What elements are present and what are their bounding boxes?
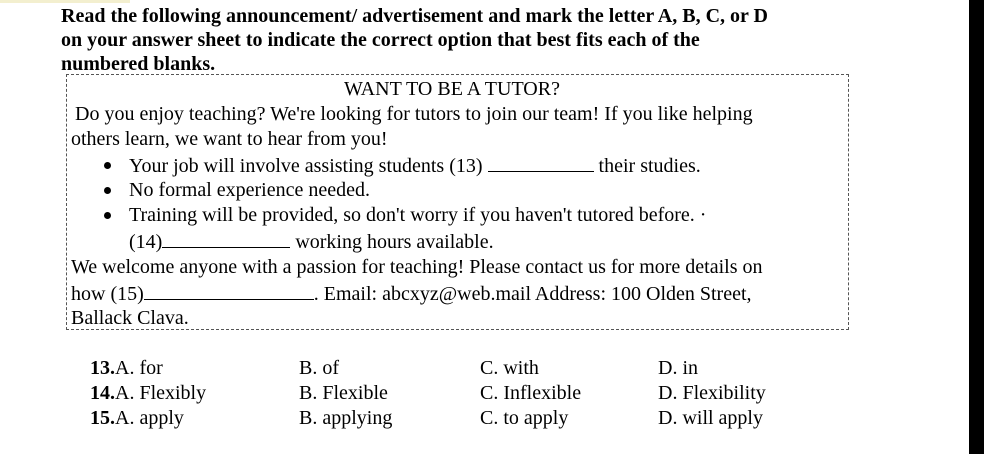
question-13: [90, 356, 163, 380]
instructions-line-3: numbered blanks.: [61, 53, 216, 75]
question-15: [90, 406, 184, 430]
blank-15-label: how (15): [71, 283, 144, 305]
option-a[interactable]: A. apply: [115, 407, 184, 429]
closing-line-3: Ballack Clava.: [71, 307, 189, 329]
intro-line-1: Do you enjoy teaching? We're looking for tutors to join our team! If you like helping: [75, 103, 753, 125]
option-d[interactable]: D. in: [658, 357, 698, 379]
closing-line-1: We welcome anyone with a passion for teaching! Please contact us for more details on: [71, 256, 763, 278]
instructions-line-2: on your answer sheet to indicate the correct option that best fits each of the: [61, 29, 700, 51]
bullet-dot-3: [104, 212, 111, 219]
option-b[interactable]: B. Flexible: [299, 382, 388, 404]
top-highlight-strip: [0, 0, 130, 3]
bullet-item-3: Training will be provided, so don't worry if you haven't tutored before. ·: [129, 204, 707, 226]
instructions: [61, 4, 841, 76]
option-c[interactable]: C. with: [480, 357, 539, 379]
question-number: 15.: [90, 407, 115, 429]
option-c[interactable]: C. to apply: [480, 407, 569, 429]
bullet-3-text-end: working hours available.: [295, 231, 494, 253]
option-a[interactable]: A. Flexibly: [115, 382, 207, 404]
instructions-line-1: Read the following announcement/ advertisement and mark the letter A, B, C, or D: [61, 5, 768, 27]
bullet-item-2: No formal experience needed.: [129, 179, 370, 201]
announcement-title: WANT TO BE A TUTOR?: [344, 78, 560, 100]
blank-13: [488, 153, 594, 172]
option-a[interactable]: A. for: [115, 357, 163, 379]
right-edge-bar: [969, 0, 984, 454]
blank-14-label: (14): [129, 231, 163, 253]
blank-14: [162, 229, 290, 248]
option-c[interactable]: C. Inflexible: [480, 382, 582, 404]
option-b[interactable]: B. applying: [299, 407, 393, 429]
question-number: 13.: [90, 357, 115, 379]
blank-15: [144, 281, 314, 300]
question-14: [90, 381, 206, 405]
bullet-dot-1: [104, 162, 111, 169]
option-d[interactable]: D. Flexibility: [658, 382, 766, 404]
question-number: 14.: [90, 382, 115, 404]
bullet-1-text-end: their studies.: [598, 155, 701, 177]
bullet-item-3-cont: [129, 229, 494, 254]
option-d[interactable]: D. will apply: [658, 407, 763, 429]
closing-contact-text: . Email: abcxyz@web.mail Address: 100 Olden Street,: [313, 283, 752, 305]
bullet-1-text: Your job will involve assisting students (13): [129, 155, 483, 177]
bullet-item-1: [129, 153, 701, 178]
option-b[interactable]: B. of: [299, 357, 339, 379]
closing-line-2: [71, 281, 752, 306]
intro-line-2: others learn, we want to hear from you!: [71, 128, 388, 150]
bullet-dot-2: [104, 187, 111, 194]
